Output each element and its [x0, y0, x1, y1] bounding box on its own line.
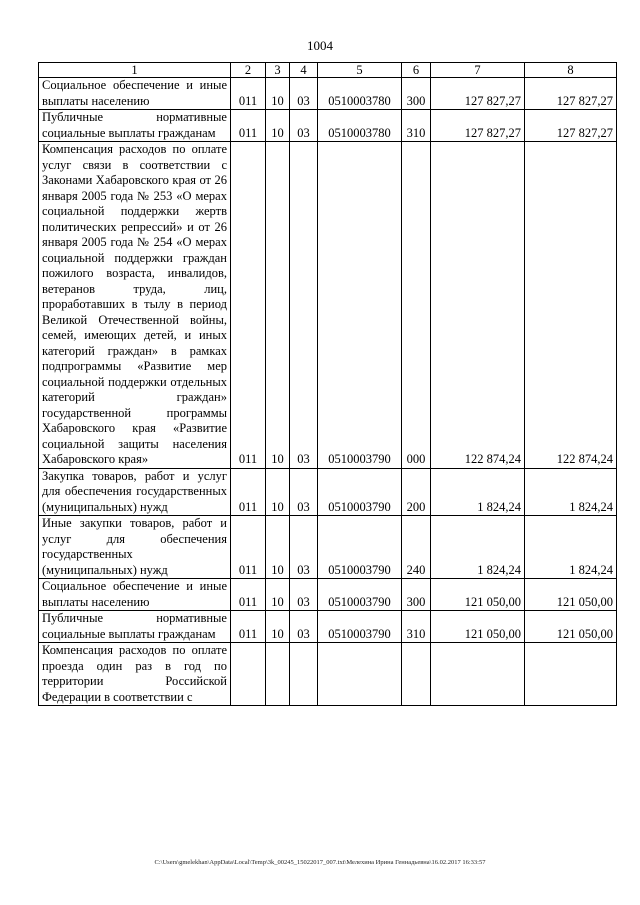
row-description: Компенсация расходов по оплате проезда один раз в год по территории Российской Федерации в соответствии с	[39, 643, 231, 706]
cell-ministry-code: 011	[231, 110, 266, 142]
row-description: Закупка товаров, работ и услуг для обеспечения государственных (муниципальных) нужд	[39, 468, 231, 516]
page-number: 1004	[307, 38, 333, 53]
row-description: Публичные нормативные социальные выплаты гражданам	[39, 611, 231, 643]
cell-target-article: 0510003790	[318, 516, 402, 579]
empty-cell	[266, 643, 290, 706]
table-row	[39, 468, 617, 516]
empty-cell	[431, 643, 525, 706]
cell-amount-plan: 1 824,24	[431, 516, 525, 579]
row-description: Компенсация расходов по оплате услуг связи в соответствии с Законами Хабаровского края от 26 января 2005 года № 253 «О мерах социальной поддержки жертв политических репрессий» и от 26 января 2005 года № 254 «О мерах социальной поддержки граждан пожилого возраста, инвалидов, ветеранов труда, лиц, проработавших в тылу в период Великой Отечественной войны, семей, имеющих детей, и иных категорий граждан» в рамках подпрограммы «Развитие мер социальной поддержки отдельных категорий граждан» государственной программы Хабаровского края «Развитие социальной защиты населения Хабаровского края»	[39, 142, 231, 469]
empty-cell	[318, 643, 402, 706]
empty-cell	[290, 643, 318, 706]
table-row	[39, 579, 617, 611]
cell-target-article: 0510003790	[318, 142, 402, 469]
cell-section: 10	[266, 611, 290, 643]
cell-subsection: 03	[290, 78, 318, 110]
cell-amount-total: 1 824,24	[525, 516, 617, 579]
cell-target-article: 0510003790	[318, 611, 402, 643]
cell-target-article: 0510003790	[318, 579, 402, 611]
table-row	[39, 78, 617, 110]
cell-section: 10	[266, 110, 290, 142]
cell-section: 10	[266, 516, 290, 579]
cell-expense-type: 200	[402, 468, 431, 516]
empty-cell	[402, 643, 431, 706]
table-row	[39, 611, 617, 643]
empty-cell	[231, 643, 266, 706]
column-header: 4	[290, 63, 318, 78]
cell-ministry-code: 011	[231, 468, 266, 516]
table-row-continued	[39, 643, 617, 706]
table-row	[39, 142, 617, 469]
cell-expense-type: 310	[402, 110, 431, 142]
cell-amount-total: 1 824,24	[525, 468, 617, 516]
cell-ministry-code: 011	[231, 579, 266, 611]
cell-amount-total: 121 050,00	[525, 611, 617, 643]
empty-cell	[525, 643, 617, 706]
column-header: 5	[318, 63, 402, 78]
column-header: 3	[266, 63, 290, 78]
cell-subsection: 03	[290, 142, 318, 469]
cell-section: 10	[266, 78, 290, 110]
cell-expense-type: 000	[402, 142, 431, 469]
cell-expense-type: 240	[402, 516, 431, 579]
row-description: Социальное обеспечение и иные выплаты населению	[39, 579, 231, 611]
cell-subsection: 03	[290, 579, 318, 611]
cell-amount-plan: 122 874,24	[431, 142, 525, 469]
cell-ministry-code: 011	[231, 516, 266, 579]
column-header: 6	[402, 63, 431, 78]
cell-amount-plan: 127 827,27	[431, 78, 525, 110]
cell-ministry-code: 011	[231, 142, 266, 469]
cell-amount-plan: 121 050,00	[431, 579, 525, 611]
column-header: 1	[39, 63, 231, 78]
cell-expense-type: 310	[402, 611, 431, 643]
table-header-row	[39, 63, 617, 78]
cell-amount-total: 127 827,27	[525, 110, 617, 142]
cell-expense-type: 300	[402, 78, 431, 110]
table-row	[39, 516, 617, 579]
cell-target-article: 0510003790	[318, 468, 402, 516]
cell-amount-plan: 127 827,27	[431, 110, 525, 142]
cell-section: 10	[266, 579, 290, 611]
cell-amount-total: 127 827,27	[525, 78, 617, 110]
cell-expense-type: 300	[402, 579, 431, 611]
cell-amount-plan: 1 824,24	[431, 468, 525, 516]
budget-table	[38, 62, 617, 706]
cell-section: 10	[266, 142, 290, 469]
cell-subsection: 03	[290, 110, 318, 142]
cell-subsection: 03	[290, 468, 318, 516]
row-description: Социальное обеспечение и иные выплаты населению	[39, 78, 231, 110]
file-path-footer: C:\Users\gmelekhan\AppData\Local\Temp\3k_00245_15022017_007.txt\Мелехина Ирина Геннадьевна\16.02.2017 16:33:57	[154, 859, 486, 866]
cell-ministry-code: 011	[231, 78, 266, 110]
cell-amount-total: 121 050,00	[525, 579, 617, 611]
cell-section: 10	[266, 468, 290, 516]
cell-subsection: 03	[290, 611, 318, 643]
column-header: 2	[231, 63, 266, 78]
cell-amount-plan: 121 050,00	[431, 611, 525, 643]
row-description: Иные закупки товаров, работ и услуг для обеспечения государственных (муниципальных) нужд	[39, 516, 231, 579]
column-header: 8	[525, 63, 617, 78]
table-row	[39, 110, 617, 142]
cell-target-article: 0510003780	[318, 78, 402, 110]
row-description: Публичные нормативные социальные выплаты гражданам	[39, 110, 231, 142]
column-header: 7	[431, 63, 525, 78]
cell-target-article: 0510003780	[318, 110, 402, 142]
cell-amount-total: 122 874,24	[525, 142, 617, 469]
cell-ministry-code: 011	[231, 611, 266, 643]
cell-subsection: 03	[290, 516, 318, 579]
